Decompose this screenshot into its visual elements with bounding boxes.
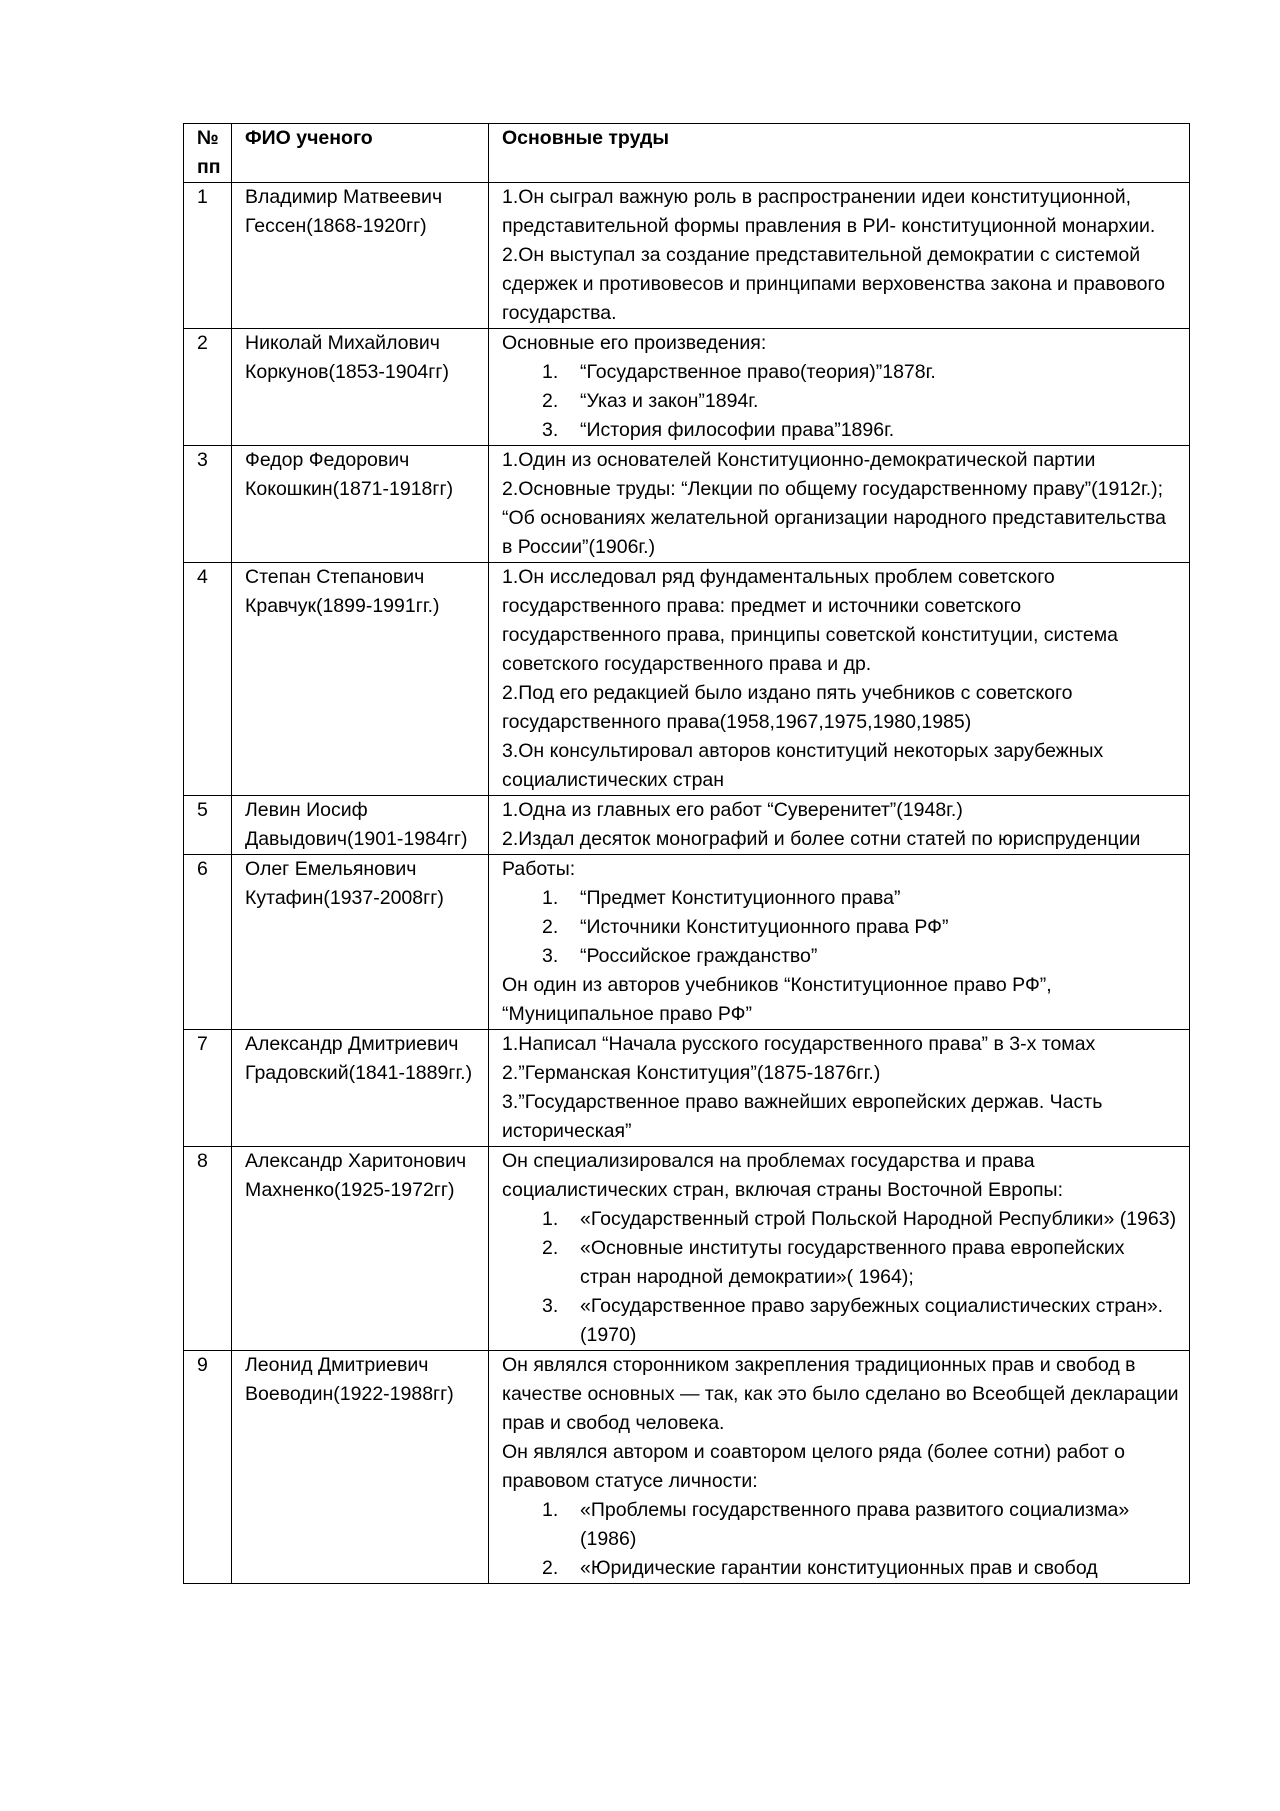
- works-paragraph: Работы:: [502, 858, 576, 880]
- works-paragraph: 1.Он сыграл важную роль в распространении идеи конституционной, представительной формы правления в РИ- конституционной монархии.: [502, 186, 1156, 237]
- works-paragraph: 2.Издал десяток монографий и более сотни статей по юриспруденции: [502, 828, 1141, 850]
- row-number: 3: [184, 446, 232, 563]
- row-number: 4: [184, 563, 232, 796]
- works-paragraph: 2.Под его редакцией было издано пять учебников с советского государственного права(1958,1967,1975,1980,1985): [502, 682, 1073, 733]
- scholar-works: [489, 183, 1190, 329]
- list-item-number: 2.: [542, 916, 559, 938]
- table-row: [184, 446, 1190, 563]
- table-header-row: [184, 124, 1190, 183]
- scholars-table: [183, 123, 1190, 1584]
- scholar-works: [489, 1147, 1190, 1351]
- list-item-text: «Государственное право зарубежных социалистических стран». (1970): [580, 1295, 1164, 1346]
- list-item-number: 3.: [542, 945, 559, 967]
- scholar-works: [489, 329, 1190, 446]
- table-row: [184, 1351, 1190, 1584]
- table-row: [184, 183, 1190, 329]
- row-number: 8: [184, 1147, 232, 1351]
- header-scholar-name: ФИО ученого: [232, 124, 489, 183]
- list-item-number: 2.: [542, 390, 559, 412]
- works-list-item: [542, 358, 1181, 387]
- scholar-name: Николай Михайлович Коркунов(1853-1904гг): [232, 329, 489, 446]
- scholar-name: Александр Дмитриевич Градовский(1841-1889гг.): [232, 1030, 489, 1147]
- list-item-text: «Юридические гарантии конституционных прав и свобод: [580, 1557, 1098, 1579]
- works-list-item: [542, 884, 1181, 913]
- list-item-text: “Российское гражданство”: [580, 945, 818, 967]
- scholar-name: Александр Харитонович Махненко(1925-1972гг): [232, 1147, 489, 1351]
- list-item-number: 1.: [542, 887, 559, 909]
- row-number: 2: [184, 329, 232, 446]
- scholar-works: [489, 796, 1190, 855]
- scholar-name: Олег Емельянович Кутафин(1937-2008гг): [232, 855, 489, 1030]
- works-paragraph: Он один из авторов учебников “Конституционное право РФ”, “Муниципальное право РФ”: [502, 974, 1052, 1025]
- list-item-text: “Указ и закон”1894г.: [580, 390, 759, 412]
- works-paragraph: 1.Он исследовал ряд фундаментальных проблем советского государственного права: предмет и источники советского государственного права, принципы советской конституции, система советского государственного права и др.: [502, 566, 1118, 675]
- works-paragraph: Основные его произведения:: [502, 332, 767, 354]
- works-list-item: [542, 1292, 1181, 1350]
- list-item-number: 2.: [542, 1237, 559, 1259]
- works-paragraph: Он являлся сторонником закрепления традиционных прав и свобод в качестве основных — так, как это было сделано во Всеобщей декларации прав и свобод человека.: [502, 1354, 1179, 1434]
- works-list: [502, 1205, 1181, 1350]
- works-paragraph: 2.”Германская Конституция”(1875-1876гг.): [502, 1062, 881, 1084]
- scholar-name: Федор Федорович Кокошкин(1871-1918гг): [232, 446, 489, 563]
- works-paragraph: 1.Один из основателей Конституционно-демократической партии: [502, 449, 1096, 471]
- works-list-item: [542, 387, 1181, 416]
- scholar-works: [489, 563, 1190, 796]
- scholar-name: Владимир Матвеевич Гессен(1868-1920гг): [232, 183, 489, 329]
- row-number: 6: [184, 855, 232, 1030]
- scholar-works: [489, 446, 1190, 563]
- table-row: [184, 855, 1190, 1030]
- table-body: [184, 183, 1190, 1584]
- list-item-number: 2.: [542, 1557, 559, 1579]
- works-list-item: [542, 1205, 1181, 1234]
- list-item-number: 1.: [542, 361, 559, 383]
- scholar-name: Степан Степанович Кравчук(1899-1991гг.): [232, 563, 489, 796]
- scholar-works: [489, 1030, 1190, 1147]
- list-item-text: “Государственное право(теория)”1878г.: [580, 361, 936, 383]
- row-number: 7: [184, 1030, 232, 1147]
- works-list: [502, 1496, 1181, 1583]
- works-paragraph: 3.Он консультировал авторов конституций некоторых зарубежных социалистических стран: [502, 740, 1104, 791]
- table-row: [184, 796, 1190, 855]
- table-row: [184, 1030, 1190, 1147]
- works-list-item: [542, 942, 1181, 971]
- works-paragraph: Он являлся автором и соавтором целого ряда (более сотни) работ о правовом статусе личности:: [502, 1441, 1125, 1492]
- works-list-item: [542, 1554, 1181, 1583]
- row-number: 9: [184, 1351, 232, 1584]
- list-item-text: «Проблемы государственного права развитого социализма» (1986): [580, 1499, 1130, 1550]
- table-row: [184, 563, 1190, 796]
- list-item-text: “Предмет Конституционного права”: [580, 887, 901, 909]
- scholar-name: Леонид Дмитриевич Воеводин(1922-1988гг): [232, 1351, 489, 1584]
- works-paragraph: Он специализировался на проблемах государства и права социалистических стран, включая страны Восточной Европы:: [502, 1150, 1063, 1201]
- scholar-works: [489, 855, 1190, 1030]
- list-item-text: «Государственный строй Польской Народной Республики» (1963): [580, 1208, 1177, 1230]
- works-list-item: [542, 1234, 1181, 1292]
- works-paragraph: 3.”Государственное право важнейших европейских держав. Часть историческая”: [502, 1091, 1103, 1142]
- works-paragraph: 1.Написал “Начала русского государственного права” в 3-х томах: [502, 1033, 1096, 1055]
- list-item-text: «Основные институты государственного права европейских стран народной демократии»( 1964);: [580, 1237, 1125, 1288]
- works-list-item: [542, 913, 1181, 942]
- row-number: 1: [184, 183, 232, 329]
- list-item-text: “История философии права”1896г.: [580, 419, 895, 441]
- list-item-number: 1.: [542, 1208, 559, 1230]
- works-list-item: [542, 416, 1181, 445]
- list-item-text: “Источники Конституционного права РФ”: [580, 916, 949, 938]
- table-row: [184, 329, 1190, 446]
- list-item-number: 3.: [542, 419, 559, 441]
- scholar-name: Левин Иосиф Давыдович(1901-1984гг): [232, 796, 489, 855]
- header-main-works: Основные труды: [489, 124, 1190, 183]
- works-list: [502, 884, 1181, 971]
- header-number: № пп: [184, 124, 232, 183]
- works-paragraph: 2.Основные труды: “Лекции по общему государственному праву”(1912г.); “Об основаниях желательной организации народного представительства в России”(1906г.): [502, 478, 1166, 558]
- scholar-works: [489, 1351, 1190, 1584]
- list-item-number: 3.: [542, 1295, 559, 1317]
- list-item-number: 1.: [542, 1499, 559, 1521]
- row-number: 5: [184, 796, 232, 855]
- table-row: [184, 1147, 1190, 1351]
- works-list: [502, 358, 1181, 445]
- works-list-item: [542, 1496, 1181, 1554]
- works-paragraph: 1.Одна из главных его работ “Суверенитет”(1948г.): [502, 799, 963, 821]
- works-paragraph: 2.Он выступал за создание представительной демократии с системой сдержек и противовесов и принципами верховенства закона и правового государства.: [502, 244, 1166, 324]
